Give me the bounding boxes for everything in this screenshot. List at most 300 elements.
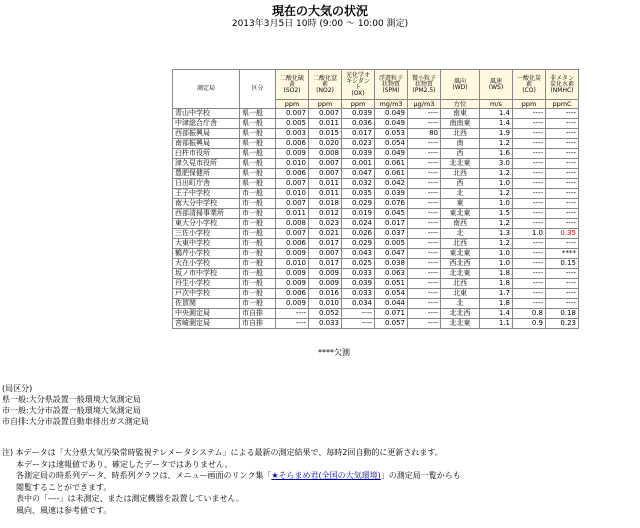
ox-value: ---- <box>342 319 375 329</box>
spm-value: 0.051 <box>375 279 408 289</box>
category: 市一般 <box>240 269 276 279</box>
wind-direction: 北北東 <box>441 159 480 169</box>
category: 県一般 <box>240 169 276 179</box>
pm25-value: ---- <box>408 289 441 299</box>
category: 県一般 <box>240 139 276 149</box>
table-row <box>173 219 579 229</box>
nmhc-value: ---- <box>546 139 579 149</box>
category: 市一般 <box>240 229 276 239</box>
no2-value: 0.007 <box>309 169 342 179</box>
note-line: 風向、風速は参考値です。 <box>16 505 112 515</box>
table-row <box>173 179 579 189</box>
col-header-pm25: 微小粒子状物質 (PM2.5) <box>408 70 441 100</box>
pm25-value: ---- <box>408 169 441 179</box>
co-value: ---- <box>513 289 546 299</box>
co-value: ---- <box>513 299 546 309</box>
table-row <box>173 109 579 119</box>
no2-value: 0.012 <box>309 209 342 219</box>
table-row <box>173 299 579 309</box>
station-name: 南部振興局 <box>173 139 240 149</box>
ox-value: 0.026 <box>342 229 375 239</box>
nmhc-value: ---- <box>546 239 579 249</box>
nmhc-value: ---- <box>546 149 579 159</box>
co-value: ---- <box>513 259 546 269</box>
nmhc-value: ---- <box>546 179 579 189</box>
nmhc-value: ---- <box>546 219 579 229</box>
col-header-spm: 浮遊粒子状物質 (SPM) <box>375 70 408 100</box>
ox-value: 0.017 <box>342 129 375 139</box>
spm-value: 0.076 <box>375 199 408 209</box>
spm-value: 0.053 <box>375 129 408 139</box>
wind-direction: 東北東 <box>441 249 480 259</box>
co-value: ---- <box>513 249 546 259</box>
wind-speed: 1.2 <box>480 189 513 199</box>
col-header-ws: 風速 (WS) <box>480 70 513 100</box>
co-value: ---- <box>513 159 546 169</box>
co-value: ---- <box>513 149 546 159</box>
unit-so2: ppm <box>276 100 309 109</box>
nmhc-value: **** <box>546 249 579 259</box>
note-line: 本データは速報値であり、確定したデータではありません。 <box>16 459 233 469</box>
category-header: 区分 <box>240 70 276 109</box>
note-line: 注) 本データは「大分県大気汚染常時監視テレメータシステム」による最新の測定結果で、毎時2回自動的に更新されます。 <box>2 448 443 457</box>
so2-value: 0.006 <box>276 289 309 299</box>
ox-value: 0.019 <box>342 209 375 219</box>
so2-value: ---- <box>276 319 309 329</box>
so2-value: 0.008 <box>276 219 309 229</box>
so2-value: 0.006 <box>276 239 309 249</box>
no2-value: 0.016 <box>309 289 342 299</box>
station-name: 豊肥保健所 <box>173 169 240 179</box>
station-name: 鶴芹小学校 <box>173 249 240 259</box>
pm25-value: ---- <box>408 299 441 309</box>
table-row <box>173 159 579 169</box>
legend-item: 市一般:大分市設置一般環境大気測定局 <box>2 406 141 415</box>
so2-value: 0.009 <box>276 149 309 159</box>
spm-value: 0.045 <box>375 209 408 219</box>
spm-value: 0.054 <box>375 289 408 299</box>
pm25-value: ---- <box>408 209 441 219</box>
so2-value: 0.005 <box>276 119 309 129</box>
ox-value: 0.047 <box>342 169 375 179</box>
wind-speed: 1.9 <box>480 129 513 139</box>
ox-value: 0.039 <box>342 109 375 119</box>
spm-value: 0.057 <box>375 319 408 329</box>
station-name: 西部清掃事業所 <box>173 209 240 219</box>
so2-value: 0.010 <box>276 159 309 169</box>
table-row <box>173 139 579 149</box>
station-name: 坂ノ市中学校 <box>173 269 240 279</box>
nmhc-value: 0.18 <box>546 309 579 319</box>
no2-value: 0.007 <box>309 109 342 119</box>
co-value: ---- <box>513 169 546 179</box>
table-row <box>173 199 579 209</box>
wind-speed: 1.4 <box>480 109 513 119</box>
table-row <box>173 249 579 259</box>
spm-value: 0.044 <box>375 299 408 309</box>
nmhc-value: 0.35 <box>546 229 579 239</box>
ox-value: 0.033 <box>342 289 375 299</box>
table-row <box>173 319 579 329</box>
category: 市一般 <box>240 219 276 229</box>
station-name: 中央測定局 <box>173 309 240 319</box>
wind-direction: 北北西 <box>441 309 480 319</box>
spm-value: 0.049 <box>375 119 408 129</box>
so2-value: 0.007 <box>276 109 309 119</box>
nmhc-value: ---- <box>546 189 579 199</box>
so2-value: ---- <box>276 309 309 319</box>
wind-direction: 東北東 <box>441 209 480 219</box>
nmhc-value: 0.23 <box>546 319 579 329</box>
station-name: 大在小学校 <box>173 259 240 269</box>
wind-speed: 3.0 <box>480 159 513 169</box>
wind-speed: 1.2 <box>480 169 513 179</box>
wind-direction: 南東 <box>441 109 480 119</box>
co-value: 1.0 <box>513 229 546 239</box>
col-header-co: 一酸化炭素 (CO) <box>513 70 546 100</box>
page-title: 現在の大気の状況 <box>271 4 368 18</box>
table-row <box>173 149 579 159</box>
station-name: 王子中学校 <box>173 189 240 199</box>
unit-no2: ppm <box>309 100 342 109</box>
spm-value: 0.042 <box>375 179 408 189</box>
ox-value: 0.001 <box>342 159 375 169</box>
table-row <box>173 209 579 219</box>
spm-value: 0.054 <box>375 139 408 149</box>
station-name: 戸次中学校 <box>173 289 240 299</box>
table-row <box>173 229 579 239</box>
station-name: 宮崎測定局 <box>173 319 240 329</box>
col-header-nmhc: 非メタン炭化水素 (NMHC) <box>546 70 579 100</box>
wind-direction: 北西 <box>441 239 480 249</box>
spm-value: 0.061 <box>375 169 408 179</box>
no2-value: 0.033 <box>309 319 342 329</box>
wind-direction: 南西 <box>441 219 480 229</box>
pm25-value: ---- <box>408 229 441 239</box>
pm25-value: ---- <box>408 279 441 289</box>
unit-pm25: μg/m3 <box>408 100 441 109</box>
co-value: ---- <box>513 139 546 149</box>
co-value: ---- <box>513 189 546 199</box>
legend-item: 市自排:大分市設置自動車排出ガス測定局 <box>2 417 149 426</box>
ox-value: ---- <box>342 309 375 319</box>
nmhc-value: ---- <box>546 169 579 179</box>
category: 市一般 <box>240 209 276 219</box>
station-name: 津久見市役所 <box>173 159 240 169</box>
spm-value: 0.005 <box>375 239 408 249</box>
no2-value: 0.009 <box>309 269 342 279</box>
table-row <box>173 279 579 289</box>
note-line: 各測定局の時系列データ、時系列グラフは、メニュー画面のリンク集「★そらまめ君(全国の大気環境)」の測定局一覧からも <box>16 471 461 480</box>
no2-value: 0.011 <box>309 189 342 199</box>
wind-direction: 北西 <box>441 129 480 139</box>
station-name: 臼杵市役所 <box>173 149 240 159</box>
table-row <box>173 309 579 319</box>
station-name: 中津総合庁舎 <box>173 119 240 129</box>
table-row <box>173 119 579 129</box>
co-value: 0.8 <box>513 309 546 319</box>
pm25-value: ---- <box>408 189 441 199</box>
category: 市一般 <box>240 189 276 199</box>
co-value: ---- <box>513 199 546 209</box>
spm-value: 0.049 <box>375 149 408 159</box>
wind-speed: 1.2 <box>480 219 513 229</box>
nmhc-value: ---- <box>546 159 579 169</box>
co-value: ---- <box>513 269 546 279</box>
table-body <box>173 109 579 329</box>
pm25-value: ---- <box>408 269 441 279</box>
ox-value: 0.023 <box>342 139 375 149</box>
no2-value: 0.017 <box>309 239 342 249</box>
so2-value: 0.007 <box>276 179 309 189</box>
so2-value: 0.009 <box>276 279 309 289</box>
pm25-value: ---- <box>408 149 441 159</box>
ox-value: 0.035 <box>342 189 375 199</box>
wind-direction: 北北東 <box>441 319 480 329</box>
wind-direction: 北西 <box>441 169 480 179</box>
ox-value: 0.033 <box>342 269 375 279</box>
category: 県一般 <box>240 109 276 119</box>
wind-speed: 1.0 <box>480 179 513 189</box>
pm25-value: ---- <box>408 249 441 259</box>
legend-item: 県一般:大分県設置一般環境大気測定局 <box>2 395 141 404</box>
category: 県一般 <box>240 159 276 169</box>
wind-direction: 北 <box>441 189 480 199</box>
spm-value: 0.049 <box>375 109 408 119</box>
so2-value: 0.011 <box>276 209 309 219</box>
ox-value: 0.043 <box>342 249 375 259</box>
air-quality-table <box>172 69 579 329</box>
station-name: 大東中学校 <box>173 239 240 249</box>
station-name: 東大分小学校 <box>173 219 240 229</box>
wind-direction: 北西 <box>441 279 480 289</box>
pm25-value: ---- <box>408 119 441 129</box>
missing-legend: ****欠測 <box>318 348 350 357</box>
pm25-value: ---- <box>408 109 441 119</box>
wind-direction: 南 <box>441 139 480 149</box>
wind-direction: 西 <box>441 179 480 189</box>
pm25-value: ---- <box>408 259 441 269</box>
no2-value: 0.007 <box>309 159 342 169</box>
no2-value: 0.009 <box>309 279 342 289</box>
soramame-link[interactable]: ★そらまめ君(全国の大気環境) <box>271 471 381 480</box>
co-value: ---- <box>513 119 546 129</box>
wind-speed: 1.8 <box>480 279 513 289</box>
no2-value: 0.015 <box>309 129 342 139</box>
station-category-legend <box>2 383 149 427</box>
page-subtitle: 2013年3月5日 10時 (9:00 〜 10:00 測定) <box>231 19 409 29</box>
nmhc-value: ---- <box>546 109 579 119</box>
so2-value: 0.007 <box>276 229 309 239</box>
wind-speed: 1.0 <box>480 199 513 209</box>
station-header: 測定局 <box>173 70 240 109</box>
so2-value: 0.003 <box>276 129 309 139</box>
so2-value: 0.009 <box>276 249 309 259</box>
category: 市一般 <box>240 199 276 209</box>
wind-speed: 1.8 <box>480 269 513 279</box>
table-row <box>173 169 579 179</box>
ox-value: 0.025 <box>342 259 375 269</box>
station-name: 青山中学校 <box>173 109 240 119</box>
wind-direction: 北 <box>441 229 480 239</box>
ox-value: 0.036 <box>342 119 375 129</box>
note-line: 表中の「----」は未測定、または測定機器を設置していません。 <box>16 494 245 503</box>
co-value: ---- <box>513 209 546 219</box>
spm-value: 0.039 <box>375 189 408 199</box>
wind-direction: 西 <box>441 149 480 159</box>
spm-value: 0.063 <box>375 269 408 279</box>
wind-speed: 1.2 <box>480 239 513 249</box>
nmhc-value: 0.15 <box>546 259 579 269</box>
wind-speed: 1.3 <box>480 229 513 239</box>
pm25-value: ---- <box>408 159 441 169</box>
table-row <box>173 269 579 279</box>
wind-speed: 1.0 <box>480 249 513 259</box>
table-header-row <box>173 70 579 100</box>
col-header-ox: 光化学オキシダント (OX) <box>342 70 375 100</box>
so2-value: 0.006 <box>276 139 309 149</box>
unit-wd: 方位 <box>441 100 480 109</box>
note-line: 閲覧することができます。 <box>16 482 112 492</box>
co-value: ---- <box>513 279 546 289</box>
spm-value: 0.017 <box>375 219 408 229</box>
category: 県一般 <box>240 149 276 159</box>
legend-heading: (局区分) <box>2 384 33 393</box>
no2-value: 0.021 <box>309 229 342 239</box>
wind-speed: 1.4 <box>480 309 513 319</box>
category: 市一般 <box>240 299 276 309</box>
nmhc-value: ---- <box>546 129 579 139</box>
spm-value: 0.047 <box>375 249 408 259</box>
spm-value: 0.038 <box>375 259 408 269</box>
wind-speed: 1.6 <box>480 149 513 159</box>
category: 市自排 <box>240 309 276 319</box>
co-value: ---- <box>513 239 546 249</box>
so2-value: 0.007 <box>276 199 309 209</box>
ox-value: 0.024 <box>342 219 375 229</box>
spm-value: 0.071 <box>375 309 408 319</box>
wind-speed: 1.4 <box>480 119 513 129</box>
co-value: ---- <box>513 129 546 139</box>
ox-value: 0.039 <box>342 149 375 159</box>
category: 市自排 <box>240 319 276 329</box>
category: 市一般 <box>240 279 276 289</box>
co-value: ---- <box>513 219 546 229</box>
ox-value: 0.029 <box>342 199 375 209</box>
nmhc-value: ---- <box>546 119 579 129</box>
table-row <box>173 259 579 269</box>
unit-nmhc: ppmC <box>546 100 579 109</box>
category: 市一般 <box>240 249 276 259</box>
col-header-wd: 風向 (WD) <box>441 70 480 100</box>
wind-speed: 1.8 <box>480 299 513 309</box>
so2-value: 0.006 <box>276 169 309 179</box>
pm25-value: ---- <box>408 179 441 189</box>
nmhc-value: ---- <box>546 199 579 209</box>
station-name: 日出町庁舎 <box>173 179 240 189</box>
notes <box>2 447 461 516</box>
no2-value: 0.010 <box>309 299 342 309</box>
wind-speed: 1.2 <box>480 139 513 149</box>
category: 市一般 <box>240 239 276 249</box>
category: 県一般 <box>240 119 276 129</box>
ox-value: 0.029 <box>342 239 375 249</box>
table-row <box>173 129 579 139</box>
co-value: 0.9 <box>513 319 546 329</box>
so2-value: 0.009 <box>276 269 309 279</box>
pm25-value: ---- <box>408 309 441 319</box>
unit-spm: mg/m3 <box>375 100 408 109</box>
station-name: 南大分中学校 <box>173 199 240 209</box>
ox-value: 0.032 <box>342 179 375 189</box>
station-name: 三佐小学校 <box>173 229 240 239</box>
so2-value: 0.010 <box>276 189 309 199</box>
station-name: 丹生小学校 <box>173 279 240 289</box>
pm25-value: ---- <box>408 219 441 229</box>
wind-speed: 1.5 <box>480 209 513 219</box>
wind-direction: 西北西 <box>441 259 480 269</box>
nmhc-value: ---- <box>546 279 579 289</box>
pm25-value: ---- <box>408 319 441 329</box>
no2-value: 0.017 <box>309 259 342 269</box>
pm25-value: ---- <box>408 239 441 249</box>
pm25-value: ---- <box>408 139 441 149</box>
wind-direction: 北北東 <box>441 269 480 279</box>
no2-value: 0.023 <box>309 219 342 229</box>
wind-direction: 南南東 <box>441 119 480 129</box>
col-header-no2: 二酸化窒素 (NO2) <box>309 70 342 100</box>
nmhc-value: ---- <box>546 209 579 219</box>
nmhc-value: ---- <box>546 299 579 309</box>
unit-ws: m/s <box>480 100 513 109</box>
no2-value: 0.020 <box>309 139 342 149</box>
pm25-value: ---- <box>408 199 441 209</box>
no2-value: 0.052 <box>309 309 342 319</box>
wind-speed: 1.7 <box>480 289 513 299</box>
spm-value: 0.037 <box>375 229 408 239</box>
no2-value: 0.011 <box>309 119 342 129</box>
unit-ox: ppm <box>342 100 375 109</box>
co-value: ---- <box>513 109 546 119</box>
table-row <box>173 189 579 199</box>
nmhc-value: ---- <box>546 289 579 299</box>
table-row <box>173 289 579 299</box>
no2-value: 0.007 <box>309 249 342 259</box>
no2-value: 0.011 <box>309 179 342 189</box>
station-name: 佐賀関 <box>173 299 240 309</box>
category: 市一般 <box>240 259 276 269</box>
ox-value: 0.034 <box>342 299 375 309</box>
wind-speed: 1.1 <box>480 319 513 329</box>
table-row <box>173 239 579 249</box>
category: 市一般 <box>240 289 276 299</box>
so2-value: 0.009 <box>276 299 309 309</box>
so2-value: 0.010 <box>276 259 309 269</box>
wind-direction: 北 <box>441 299 480 309</box>
unit-co: ppm <box>513 100 546 109</box>
co-value: ---- <box>513 179 546 189</box>
spm-value: 0.061 <box>375 159 408 169</box>
wind-direction: 東 <box>441 199 480 209</box>
col-header-so2: 二酸化硫黄 (SO2) <box>276 70 309 100</box>
category: 県一般 <box>240 179 276 189</box>
wind-speed: 1.0 <box>480 259 513 269</box>
no2-value: 0.018 <box>309 199 342 209</box>
ox-value: 0.039 <box>342 279 375 289</box>
category: 県一般 <box>240 129 276 139</box>
nmhc-value: ---- <box>546 269 579 279</box>
pm25-value: 80 <box>408 129 441 139</box>
